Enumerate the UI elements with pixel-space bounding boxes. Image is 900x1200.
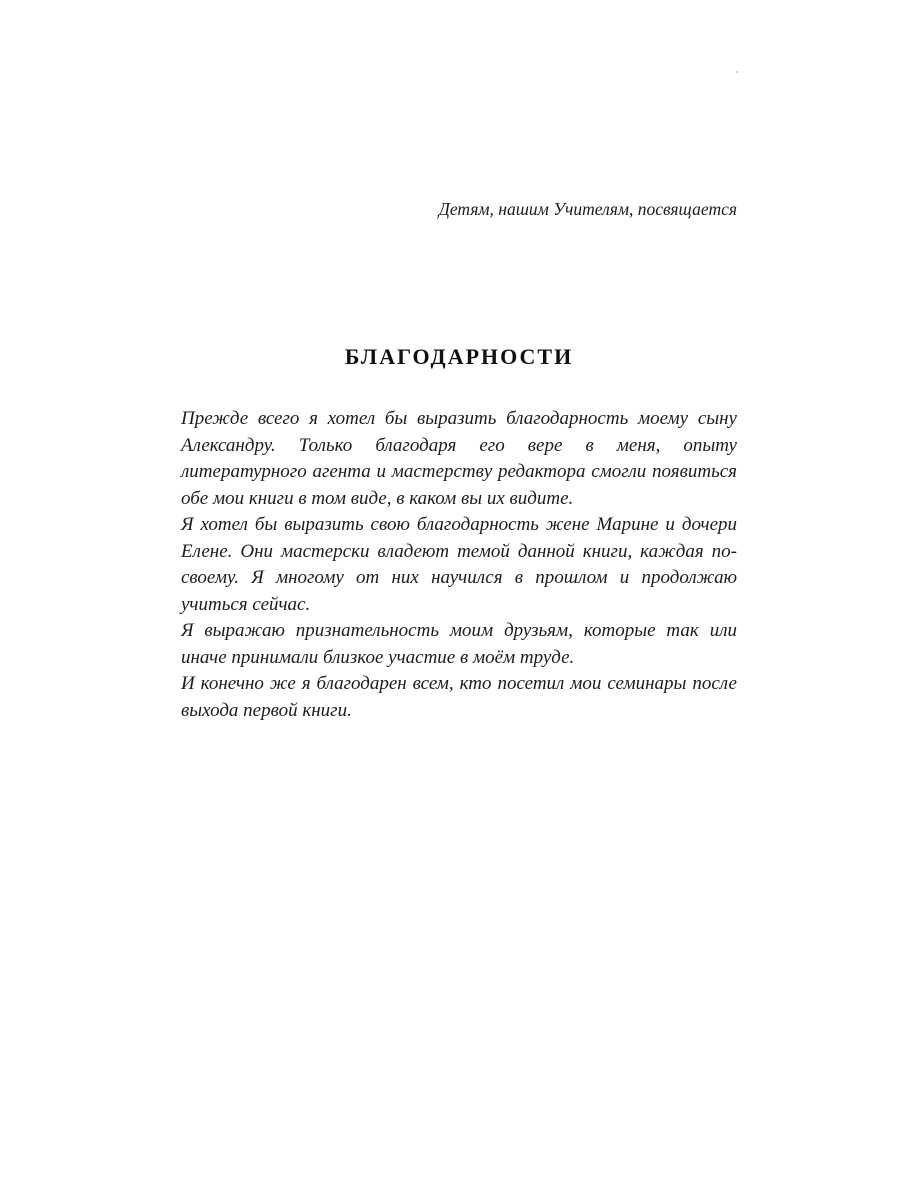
- scan-speck: [736, 71, 738, 73]
- paragraph-4: И конечно же я благодарен всем, кто посетил мои семинары после выхода первой книги.: [181, 673, 737, 721]
- paragraph-2: Я хотел бы выразить свою благодарность жене Марине и дочери Елене. Они мастерски владеют темой данной книги, каждая по-своему. Я многому от них научился в прошлом и продолжаю учиться сейчас.: [181, 514, 737, 615]
- paragraph-3: Я выражаю признательность моим друзьям, которые так или иначе принимали близкое участие в моём труде.: [181, 620, 737, 668]
- acknowledgments-text: [181, 406, 737, 724]
- paragraph-1: Прежде всего я хотел бы выразить благодарность моему сыну Александру. Только благодаря его вере в меня, опыту литературного агента и мастерству редактора смогли появиться обе мои книги в том виде, в каком вы их видите.: [181, 408, 737, 509]
- page-title: БЛАГОДАРНОСТИ: [344, 344, 574, 369]
- dedication-line: Детям, нашим Учителям, посвящается: [438, 199, 737, 219]
